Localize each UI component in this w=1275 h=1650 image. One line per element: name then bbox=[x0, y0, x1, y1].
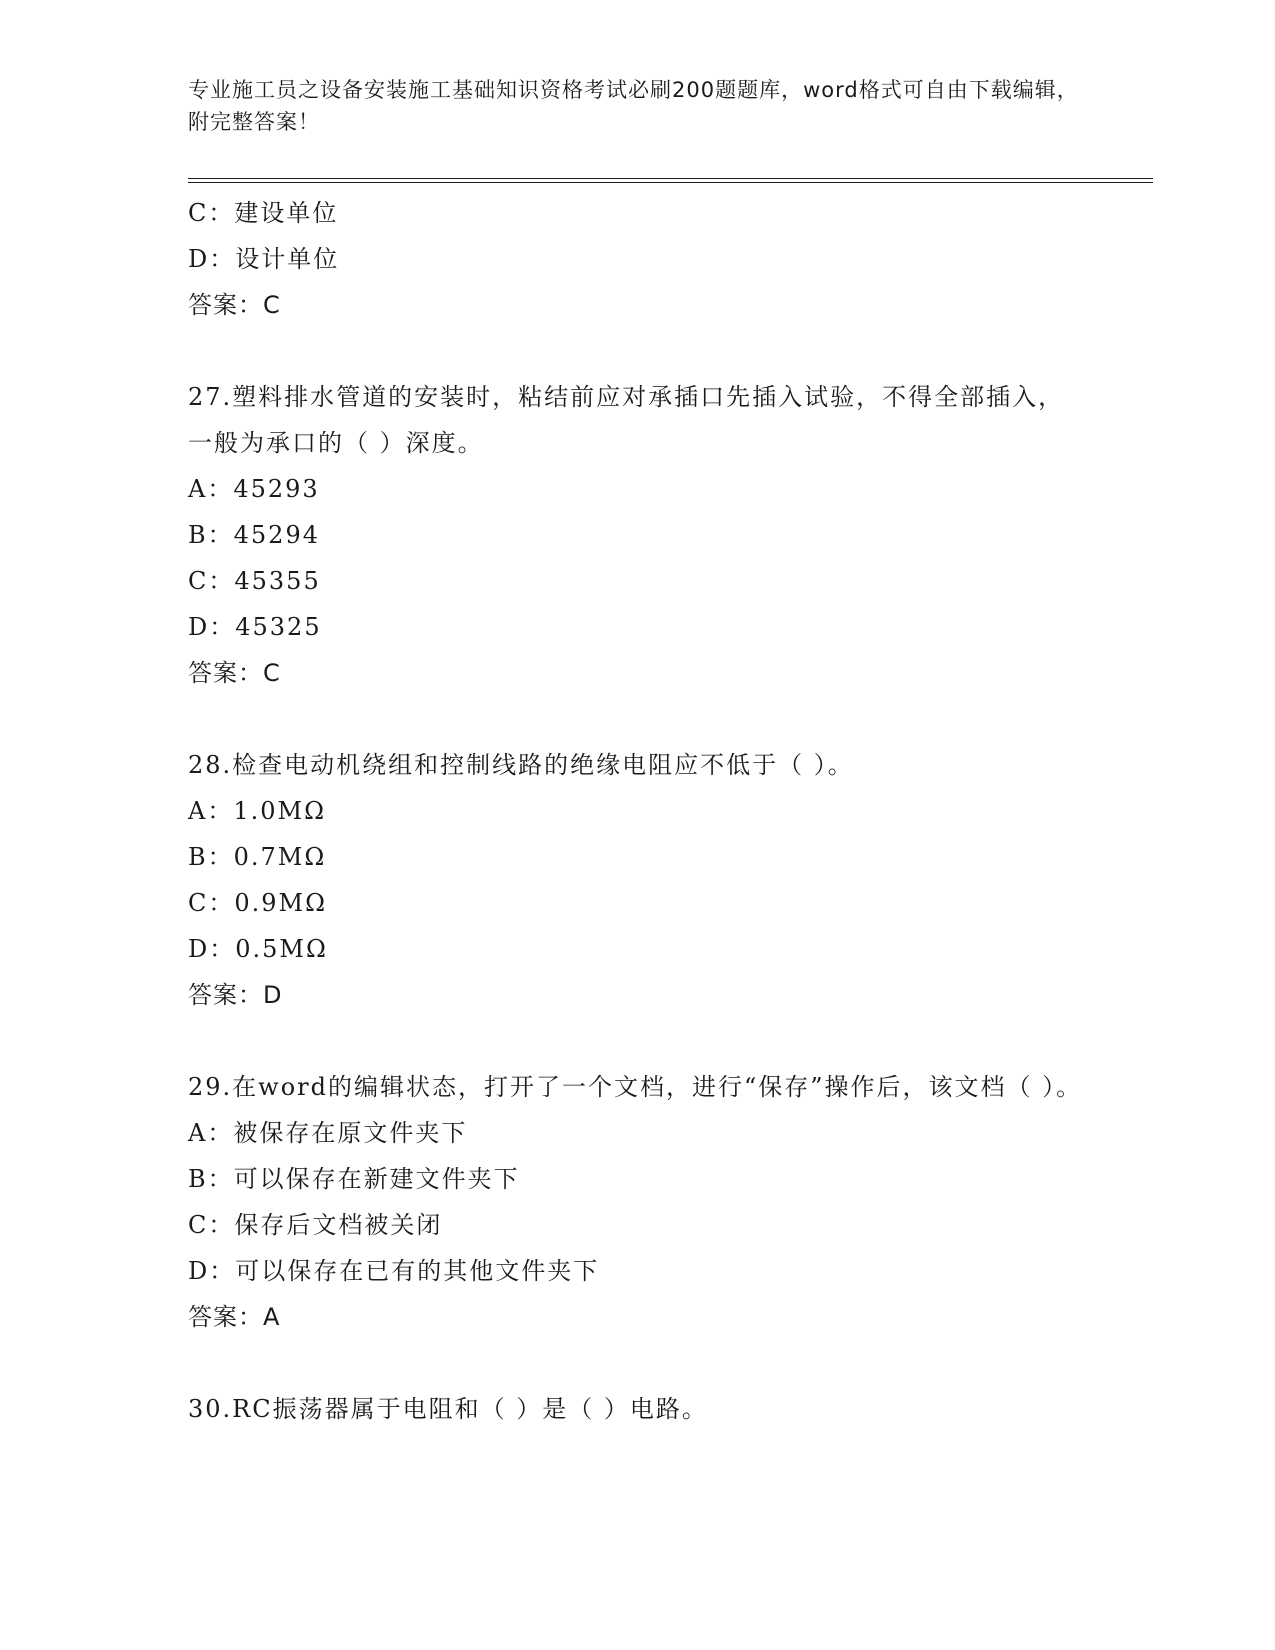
spacer bbox=[188, 696, 1088, 742]
answer-line: 答案：C bbox=[188, 291, 281, 319]
question-27 bbox=[188, 374, 1088, 696]
question-text: 27.塑料排水管道的安装时，粘结前应对承插口先插入试验，不得全部插入，一般为承口的（ ）深度。 bbox=[188, 383, 1065, 457]
question-text: 29.在word的编辑状态，打开了一个文档，进行“保存”操作后，该文档（ ）。 bbox=[188, 1073, 1083, 1101]
spacer bbox=[188, 1340, 1088, 1386]
question-text: 28.检查电动机绕组和控制线路的绝缘电阻应不低于（ ）。 bbox=[188, 751, 854, 779]
option-c: C：45355 bbox=[188, 567, 321, 595]
option-d: D：0.5MΩ bbox=[188, 935, 328, 963]
option-c: C：建设单位 bbox=[188, 199, 339, 227]
question-28 bbox=[188, 742, 1088, 1018]
option-d: D：可以保存在已有的其他文件夹下 bbox=[188, 1257, 600, 1285]
spacer bbox=[188, 328, 1088, 374]
option-c: C：保存后文档被关闭 bbox=[188, 1211, 443, 1239]
question-list bbox=[188, 190, 1088, 1432]
question-30 bbox=[188, 1386, 1088, 1432]
option-a: A：被保存在原文件夹下 bbox=[188, 1119, 468, 1147]
option-c: C：0.9MΩ bbox=[188, 889, 328, 917]
answer-line: 答案：D bbox=[188, 981, 283, 1009]
question-29 bbox=[188, 1064, 1088, 1340]
header-divider bbox=[188, 178, 1153, 183]
option-d: D：45325 bbox=[188, 613, 322, 641]
option-a: A：45293 bbox=[188, 475, 320, 503]
page-title: 专业施工员之设备安装施工基础知识资格考试必刷200题题库，word格式可自由下载编辑，附完整答案！ bbox=[188, 78, 1079, 134]
question-text: 30.RC振荡器属于电阻和（ ）是（ ）电路。 bbox=[188, 1395, 708, 1423]
option-b: B：45294 bbox=[188, 521, 320, 549]
question-26-continuation bbox=[188, 190, 1088, 328]
answer-line: 答案：C bbox=[188, 659, 281, 687]
option-b: B：可以保存在新建文件夹下 bbox=[188, 1165, 520, 1193]
option-a: A：1.0MΩ bbox=[188, 797, 326, 825]
spacer bbox=[188, 1018, 1088, 1064]
answer-line: 答案：A bbox=[188, 1303, 281, 1331]
option-b: B：0.7MΩ bbox=[188, 843, 327, 871]
option-d: D：设计单位 bbox=[188, 245, 340, 273]
